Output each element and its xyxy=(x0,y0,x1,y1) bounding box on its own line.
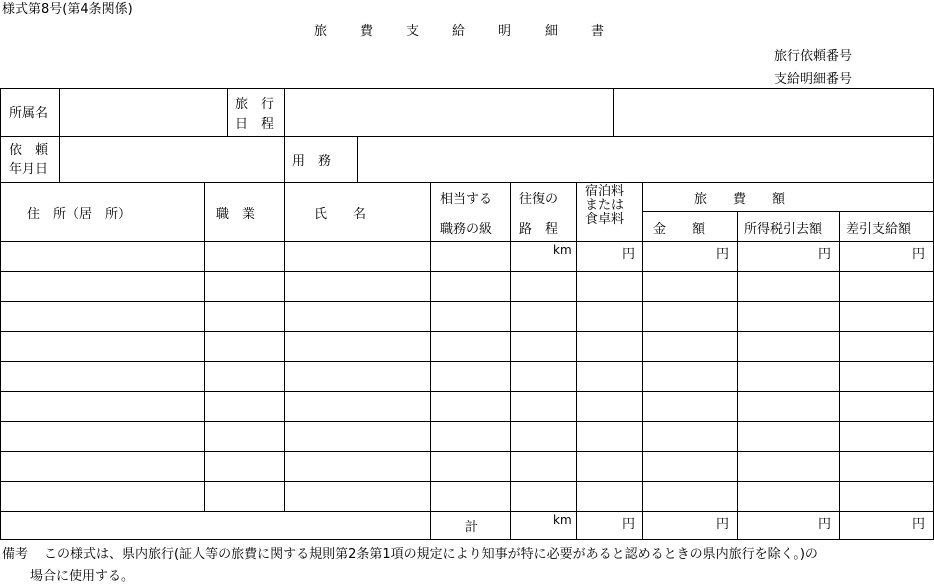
total-label: 計 xyxy=(465,520,479,535)
unit-yen: 円 xyxy=(912,247,926,262)
note-text: 場合に使用する。 xyxy=(30,569,135,584)
row-line xyxy=(0,331,934,332)
title-char: 支 xyxy=(406,24,420,39)
col-line xyxy=(576,182,577,540)
unit-yen: 円 xyxy=(716,247,730,262)
col-header-address: 住 所（居 所） xyxy=(27,207,132,222)
row-line xyxy=(0,361,934,362)
col-header-net: 差引支給額 xyxy=(846,222,912,237)
title-char: 費 xyxy=(360,24,374,39)
row-line xyxy=(0,451,934,452)
col-line xyxy=(430,182,431,540)
col-header-distance: 往復の xyxy=(519,192,559,207)
title-char: 明 xyxy=(498,24,512,39)
table-border-bottom xyxy=(0,539,934,540)
row-line xyxy=(0,182,934,183)
request-date-label: 年月日 xyxy=(9,162,49,177)
ref-no-label: 旅行依頼番号 xyxy=(774,49,853,64)
row-line xyxy=(0,301,934,302)
form-label: 様式第8号(第4条関係) xyxy=(2,2,133,17)
col-line xyxy=(284,88,285,183)
title-char: 給 xyxy=(452,24,466,39)
page-title xyxy=(306,20,616,38)
col-header-travel-expense: 旅 費 額 xyxy=(694,192,786,207)
col-header-lodging: または xyxy=(585,198,625,213)
unit-km: km xyxy=(553,513,572,527)
request-date-label: 依 頼 xyxy=(9,143,49,158)
col-line xyxy=(357,136,358,183)
row-line xyxy=(0,391,934,392)
col-line xyxy=(510,182,511,540)
col-line xyxy=(839,211,840,540)
unit-yen: 円 xyxy=(818,517,832,532)
title-char: 書 xyxy=(591,24,605,39)
col-header-name: 氏 名 xyxy=(314,207,367,222)
row-line xyxy=(0,136,934,137)
note-text: この様式は、県内旅行(証人等の旅費に関する規則第2条第1項の規定により知事が特に必要があると認めるときの県内旅行を除く。)の xyxy=(44,547,818,562)
col-line xyxy=(284,182,285,512)
table-border-top xyxy=(0,88,934,89)
unit-km: km xyxy=(553,243,572,257)
row-line xyxy=(0,241,934,242)
col-line xyxy=(59,88,60,183)
col-line xyxy=(204,182,205,512)
col-header-grade: 職務の級 xyxy=(440,222,493,237)
unit-yen: 円 xyxy=(622,517,636,532)
col-header-lodging: 食卓料 xyxy=(585,212,625,227)
col-line xyxy=(737,211,738,540)
col-line xyxy=(613,88,614,136)
unit-yen: 円 xyxy=(622,247,636,262)
col-header-lodging: 宿泊料 xyxy=(585,184,625,199)
col-header-amount: 金 額 xyxy=(653,222,706,237)
title-char: 旅 xyxy=(314,24,328,39)
unit-yen: 円 xyxy=(912,517,926,532)
purpose-label: 用 務 xyxy=(292,154,332,169)
row-line xyxy=(0,481,934,482)
row-line xyxy=(0,421,934,422)
row-line xyxy=(0,511,934,512)
col-line xyxy=(642,182,643,540)
trip-label: 日 程 xyxy=(235,117,275,132)
row-line xyxy=(0,271,934,272)
table-border-left xyxy=(0,88,1,540)
col-header-distance: 路 程 xyxy=(519,222,559,237)
col-header-grade: 相当する xyxy=(440,192,493,207)
col-header-tax: 所得税引去額 xyxy=(744,222,823,237)
title-char: 細 xyxy=(545,24,559,39)
col-line xyxy=(227,88,228,136)
note-label: 備考 xyxy=(2,547,29,562)
unit-yen: 円 xyxy=(716,517,730,532)
row-line xyxy=(643,211,934,212)
unit-yen: 円 xyxy=(818,247,832,262)
pay-no-label: 支給明細番号 xyxy=(774,72,853,87)
trip-label: 旅 行 xyxy=(235,97,275,112)
col-header-occupation: 職 業 xyxy=(216,207,256,222)
dept-label: 所属名 xyxy=(9,106,49,121)
